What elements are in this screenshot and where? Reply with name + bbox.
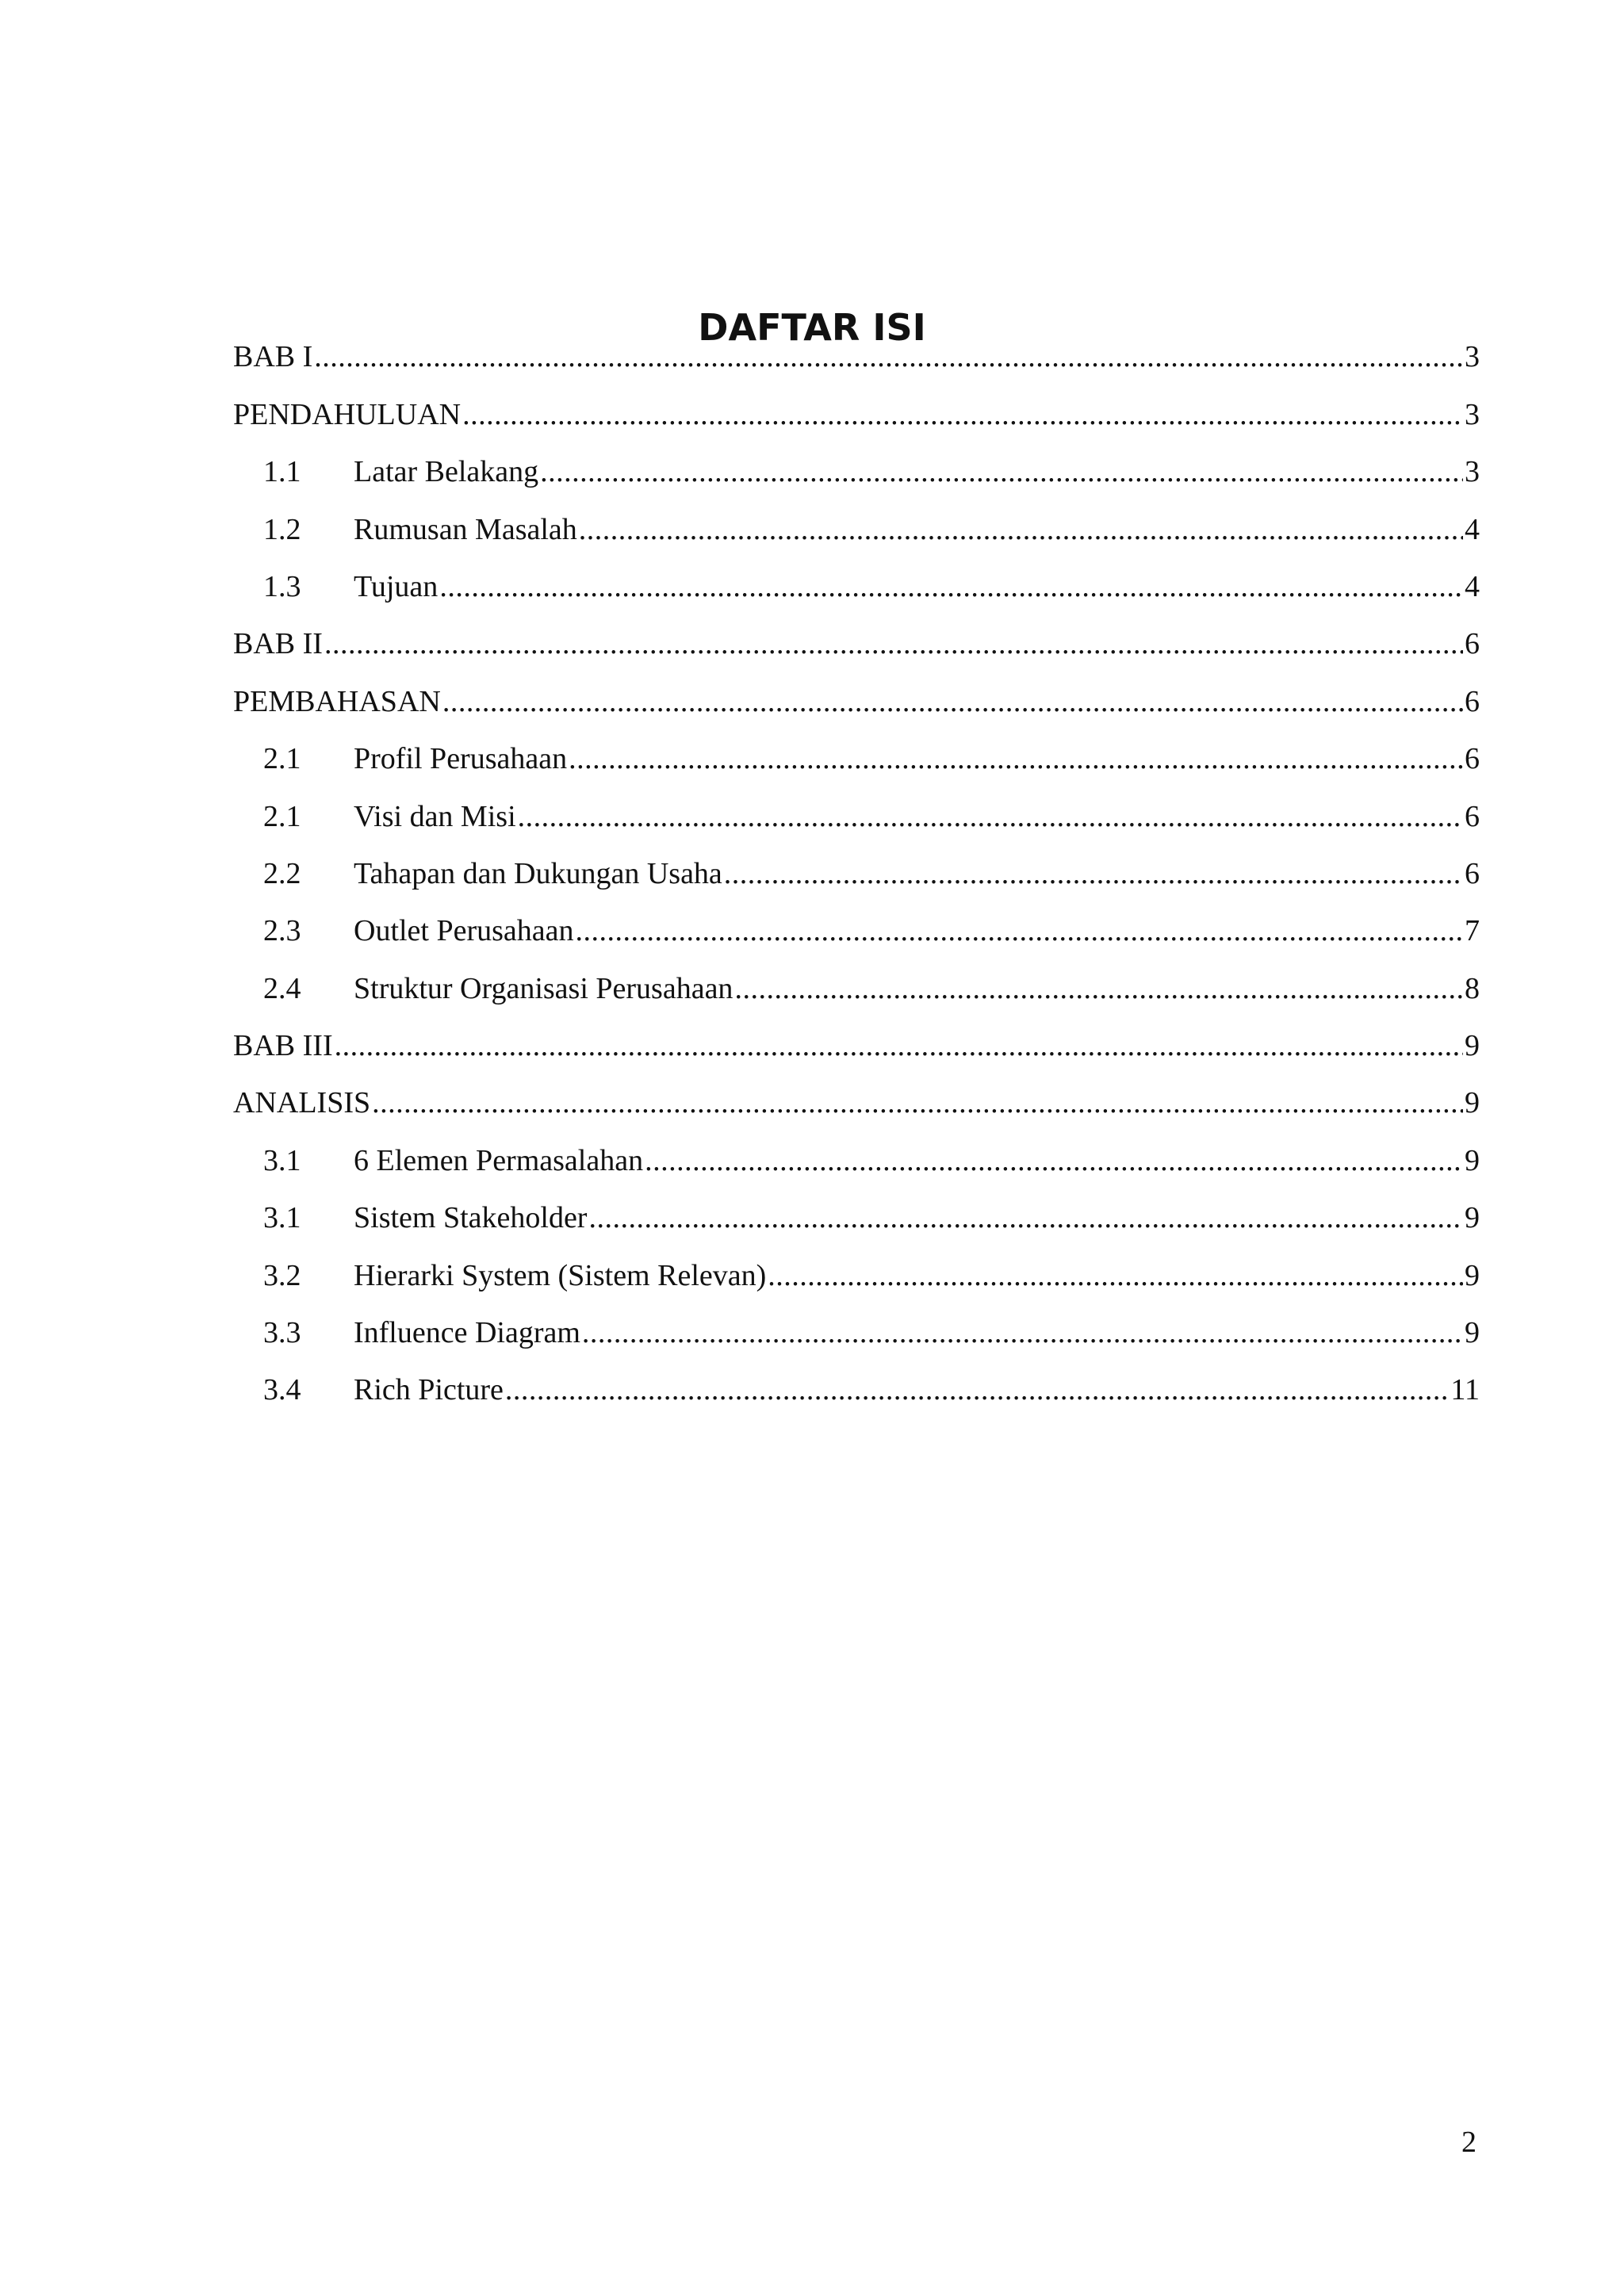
toc-entry-number: 3.1 (263, 1143, 301, 1177)
toc-chapter-entry[interactable] (233, 669, 1480, 726)
toc-entry-number: 2.3 (263, 914, 301, 948)
toc-subsection-entry[interactable] (233, 1243, 1480, 1300)
toc-entry-label: Struktur Organisasi Perusahaan (354, 971, 733, 1005)
toc-entry-page: 9 (1465, 1086, 1480, 1120)
toc-subsection-entry[interactable] (233, 497, 1480, 554)
dot-leader (462, 397, 1463, 432)
dot-leader (314, 339, 1463, 374)
dot-leader (734, 971, 1463, 1006)
toc-entry-label: Visi dan Misi (354, 799, 516, 833)
toc-entry-page: 3 (1465, 340, 1480, 374)
toc-entry-number: 1.1 (263, 455, 301, 489)
toc-subsection-entry[interactable] (233, 1301, 1480, 1358)
toc-entry-page: 7 (1465, 914, 1480, 948)
toc-subsection-entry[interactable] (233, 727, 1480, 784)
toc-entry-label: 6 Elemen Permasalahan (354, 1143, 644, 1177)
dot-leader (724, 856, 1463, 891)
toc-entry-page: 3 (1465, 397, 1480, 431)
dot-leader (505, 1372, 1450, 1407)
dot-leader (576, 913, 1463, 948)
dot-leader (582, 1315, 1463, 1350)
toc-entry-page: 6 (1465, 742, 1480, 776)
toc-entry-page: 9 (1465, 1143, 1480, 1177)
toc-entry-page: 6 (1465, 684, 1480, 718)
toc-entry-label: Outlet Perusahaan (354, 914, 574, 948)
dot-leader (335, 1028, 1463, 1063)
dot-leader (518, 799, 1463, 834)
toc-chapter-entry[interactable] (233, 325, 1480, 382)
dot-leader (645, 1143, 1463, 1178)
toc-entry-number: 3.2 (263, 1258, 301, 1292)
toc-entry-number: 3.1 (263, 1201, 301, 1235)
toc-entry-number: 1.2 (263, 512, 301, 546)
toc-entry-label: BAB II (233, 627, 323, 661)
toc-entry-page: 6 (1465, 627, 1480, 661)
toc-entry-page: 6 (1465, 799, 1480, 833)
toc-entry-label: Tahapan dan Dukungan Usaha (354, 856, 722, 890)
toc-entry-label: BAB III (233, 1029, 333, 1063)
toc-entry-page: 8 (1465, 971, 1480, 1005)
toc-entry-page: 4 (1465, 569, 1480, 603)
dot-leader (372, 1085, 1463, 1120)
toc-entry-number: 2.1 (263, 799, 301, 833)
toc-entry-number: 2.2 (263, 856, 301, 890)
toc-entry-label: Latar Belakang (354, 455, 539, 489)
toc-subsection-entry[interactable] (233, 1128, 1480, 1185)
toc-entry-page: 9 (1465, 1258, 1480, 1292)
dot-leader (439, 569, 1463, 604)
table-of-contents (233, 325, 1480, 1415)
toc-subsection-entry[interactable] (233, 956, 1480, 1013)
toc-entry-label: BAB I (233, 340, 313, 374)
toc-entry-label: Tujuan (354, 569, 439, 603)
toc-subsection-entry[interactable] (233, 555, 1480, 612)
toc-chapter-entry[interactable] (233, 1071, 1480, 1128)
toc-entry-page: 9 (1465, 1201, 1480, 1235)
dot-leader (588, 1200, 1463, 1235)
toc-entry-label: Hierarki System (Sistem Relevan) (354, 1258, 767, 1292)
toc-entry-page: 3 (1465, 455, 1480, 489)
toc-entry-number: 2.4 (263, 971, 301, 1005)
toc-entry-page: 11 (1450, 1373, 1480, 1407)
dot-leader (579, 512, 1463, 547)
page-number: 2 (1461, 2126, 1477, 2159)
toc-entry-label: Influence Diagram (354, 1316, 580, 1350)
toc-entry-label: Rich Picture (354, 1373, 504, 1407)
toc-subsection-entry[interactable] (233, 440, 1480, 497)
toc-entry-number: 3.3 (263, 1316, 301, 1350)
page-title: DAFTAR ISI (698, 305, 926, 349)
toc-chapter-entry[interactable] (233, 1014, 1480, 1071)
toc-entry-label: PENDAHULUAN (233, 397, 462, 431)
toc-entry-page: 9 (1465, 1316, 1480, 1350)
toc-entry-number: 3.4 (263, 1373, 301, 1407)
dot-leader (569, 741, 1463, 776)
toc-chapter-entry[interactable] (233, 382, 1480, 439)
toc-entry-label: PEMBAHASAN (233, 684, 441, 718)
toc-subsection-entry[interactable] (233, 842, 1480, 899)
toc-entry-page: 4 (1465, 512, 1480, 546)
toc-entry-number: 2.1 (263, 742, 301, 776)
toc-entry-page: 9 (1465, 1029, 1480, 1063)
toc-entry-number: 1.3 (263, 569, 301, 603)
toc-entry-label: Profil Perusahaan (354, 742, 568, 776)
toc-subsection-entry[interactable] (233, 899, 1480, 956)
toc-subsection-entry[interactable] (233, 784, 1480, 841)
dot-leader (324, 626, 1463, 661)
dot-leader (442, 684, 1463, 719)
toc-entry-label: Sistem Stakeholder (354, 1201, 588, 1235)
toc-subsection-entry[interactable] (233, 1358, 1480, 1415)
toc-chapter-entry[interactable] (233, 612, 1480, 669)
dot-leader (768, 1258, 1463, 1293)
toc-entry-page: 6 (1465, 856, 1480, 890)
toc-entry-label: ANALISIS (233, 1086, 371, 1120)
dot-leader (540, 454, 1463, 489)
toc-subsection-entry[interactable] (233, 1186, 1480, 1243)
toc-entry-label: Rumusan Masalah (354, 512, 577, 546)
